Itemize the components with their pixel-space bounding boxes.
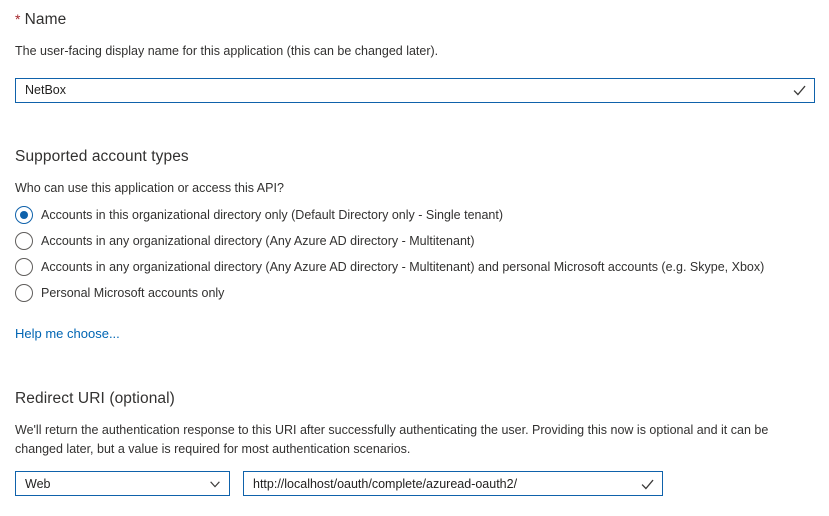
name-section-title [15,11,815,29]
radio-option-label: Personal Microsoft accounts only [41,285,225,300]
redirect-uri-value: http://localhost/oauth/complete/azuread-oauth2/ [253,476,518,491]
help-me-choose-link[interactable]: Help me choose... [15,325,120,341]
radio-option-multitenant-personal[interactable] [15,258,815,276]
radio-option-multitenant[interactable] [15,232,815,250]
radio-button-icon[interactable] [15,258,33,276]
redirect-uri-input[interactable] [243,471,663,496]
redirect-uri-description: We'll return the authentication response to this URI after successfully authenticating the user. Providing this now is optional and it can be changed later, but a value is required for most authentication scenarios. [15,422,769,456]
name-title-text: Name [24,11,67,28]
valid-checkmark-icon [792,83,807,98]
valid-checkmark-icon [640,476,655,491]
required-marker: * [15,11,21,27]
account-types-question: Who can use this application or access this API? [15,180,284,195]
radio-option-single-tenant[interactable] [15,206,815,224]
account-types-title: Supported account types [15,147,189,165]
redirect-uri-title: Redirect URI (optional) [15,389,175,407]
name-input-value: NetBox [25,83,66,98]
account-types-radio-group [15,206,815,302]
platform-select-value: Web [25,476,51,491]
radio-button-icon[interactable] [15,206,33,224]
radio-option-label: Accounts in any organizational directory (Any Azure AD directory - Multitenant) and personal Microsoft accounts (e.g. Skype, Xbox) [41,259,765,274]
radio-option-label: Accounts in any organizational directory (Any Azure AD directory - Multitenant) [41,233,475,248]
chevron-down-icon [208,477,222,491]
name-description: The user-facing display name for this application (this can be changed later). [15,44,439,58]
radio-button-icon[interactable] [15,284,33,302]
name-input[interactable] [15,78,815,103]
radio-option-personal-only[interactable] [15,284,815,302]
radio-option-label: Accounts in this organizational directory only (Default Directory only - Single tenant) [41,207,504,222]
radio-button-icon[interactable] [15,232,33,250]
platform-select[interactable] [15,471,230,496]
